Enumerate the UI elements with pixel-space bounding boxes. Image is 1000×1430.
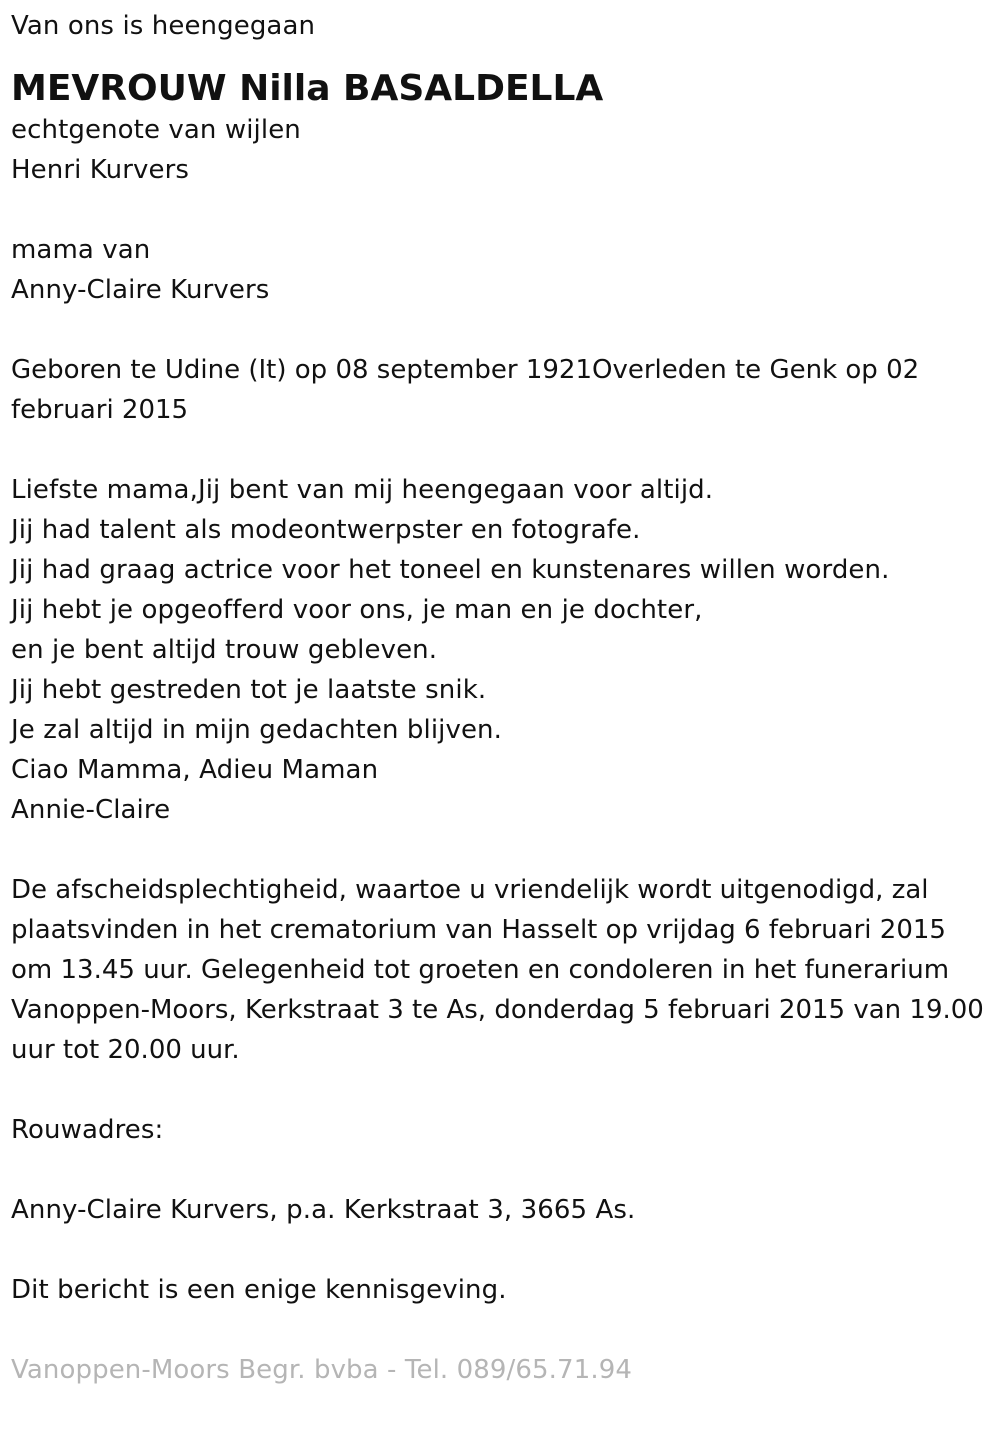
spacer (11, 1150, 991, 1190)
spouse-name: Henri Kurvers (11, 155, 190, 185)
spacer (11, 310, 991, 350)
footer-funeral-home: Vanoppen-Moors Begr. bvba - Tel. 089/65.71.94 (11, 1355, 632, 1385)
poem-line: Jij hebt je opgeofferd voor ons, je man en je dochter, (11, 595, 703, 625)
spacer (11, 1310, 991, 1350)
ceremony-text: De afscheidsplechtigheid, waartoe u vriendelijk wordt uitgenodigd, zal plaatsvinden in het crematorium van Hasselt op vrijdag 6 februari 2015 om 13.45 uur. Gelegenheid tot groeten en condoleren in het funerarium Vanoppen-Moors, Kerkstraat 3 te As, donderdag 5 februari 2015 van 19.00 uur tot 20.00 uur. (11, 875, 984, 1065)
poem (11, 470, 991, 830)
spacer (11, 430, 991, 470)
closing-text: Dit bericht is een enige kennisgeving. (11, 1275, 507, 1305)
poem-line: Je zal altijd in mijn gedachten blijven. (11, 715, 502, 745)
address-label: Rouwadres: (11, 1115, 164, 1145)
spacer (11, 1070, 991, 1110)
spacer (11, 46, 991, 62)
spouse-label: echtgenote van wijlen (11, 115, 301, 145)
spacer (11, 190, 991, 230)
intro-text: Van ons is heengegaan (11, 11, 316, 41)
spacer (11, 830, 991, 870)
address-text: Anny-Claire Kurvers, p.a. Kerkstraat 3, 3665 As. (11, 1195, 636, 1225)
poem-line: Ciao Mamma, Adieu Maman (11, 755, 379, 785)
poem-line: Jij had graag actrice voor het toneel en kunstenares willen worden. (11, 555, 890, 585)
child-label: mama van (11, 235, 151, 265)
death-notice (11, 6, 991, 1390)
poem-line: Liefste mama,Jij bent van mij heengegaan voor altijd. (11, 475, 714, 505)
child-name: Anny-Claire Kurvers (11, 275, 270, 305)
deceased-name: MEVROUW Nilla BASALDELLA (11, 68, 604, 109)
spacer (11, 1230, 991, 1270)
birth-death-text: Geboren te Udine (It) op 08 september 1921Overleden te Genk op 02 februari 2015 (11, 355, 920, 425)
poem-line: Jij had talent als modeontwerpster en fotografe. (11, 515, 641, 545)
poem-signature: Annie-Claire (11, 795, 171, 825)
poem-line: en je bent altijd trouw gebleven. (11, 635, 438, 665)
poem-line: Jij hebt gestreden tot je laatste snik. (11, 675, 487, 705)
